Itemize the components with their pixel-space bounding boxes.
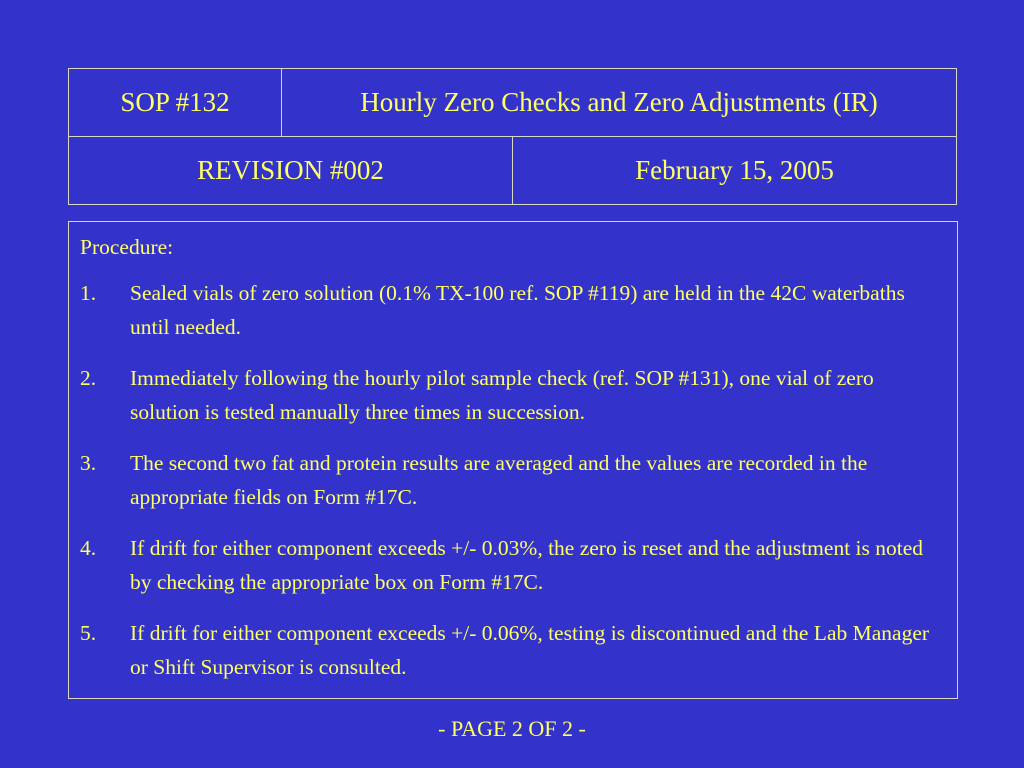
procedure-box	[68, 221, 958, 699]
step-number: 4.	[80, 536, 97, 560]
sop-title: Hourly Zero Checks and Zero Adjustments (IR)	[360, 87, 878, 117]
revision-date: February 15, 2005	[635, 155, 834, 185]
step-number: 5.	[80, 621, 97, 645]
step-text: Sealed vials of zero solution (0.1% TX-100 ref. SOP #119) are held in the 42C waterbaths until needed.	[130, 281, 905, 339]
sop-number: SOP #132	[69, 69, 282, 136]
procedure-step	[80, 446, 947, 514]
step-number: 2.	[80, 366, 97, 390]
step-text: The second two fat and protein results are averaged and the values are recorded in the appropriate fields on Form #17C.	[130, 451, 868, 509]
step-text: If drift for either component exceeds +/- 0.06%, testing is discontinued and the Lab Manager or Shift Supervisor is consulted.	[130, 621, 930, 679]
procedure-step	[80, 361, 947, 429]
header-table	[68, 68, 957, 205]
header-row-revision	[69, 137, 956, 204]
procedure-step	[80, 276, 947, 344]
step-number: 1.	[80, 281, 97, 305]
revision-number: REVISION #002	[69, 137, 513, 204]
procedure-step	[80, 616, 947, 684]
step-text: If drift for either component exceeds +/- 0.03%, the zero is reset and the adjustment is noted by checking the appropriate box on Form #17C.	[130, 536, 924, 594]
page-footer: - PAGE 2 OF 2 -	[438, 716, 586, 741]
procedure-step	[80, 531, 947, 599]
header-row-title	[69, 69, 956, 137]
step-text: Immediately following the hourly pilot sample check (ref. SOP #131), one vial of zero solution is tested manually three times in succession.	[130, 366, 874, 424]
procedure-steps	[80, 276, 947, 684]
procedure-heading: Procedure:	[80, 235, 174, 259]
step-number: 3.	[80, 451, 97, 475]
